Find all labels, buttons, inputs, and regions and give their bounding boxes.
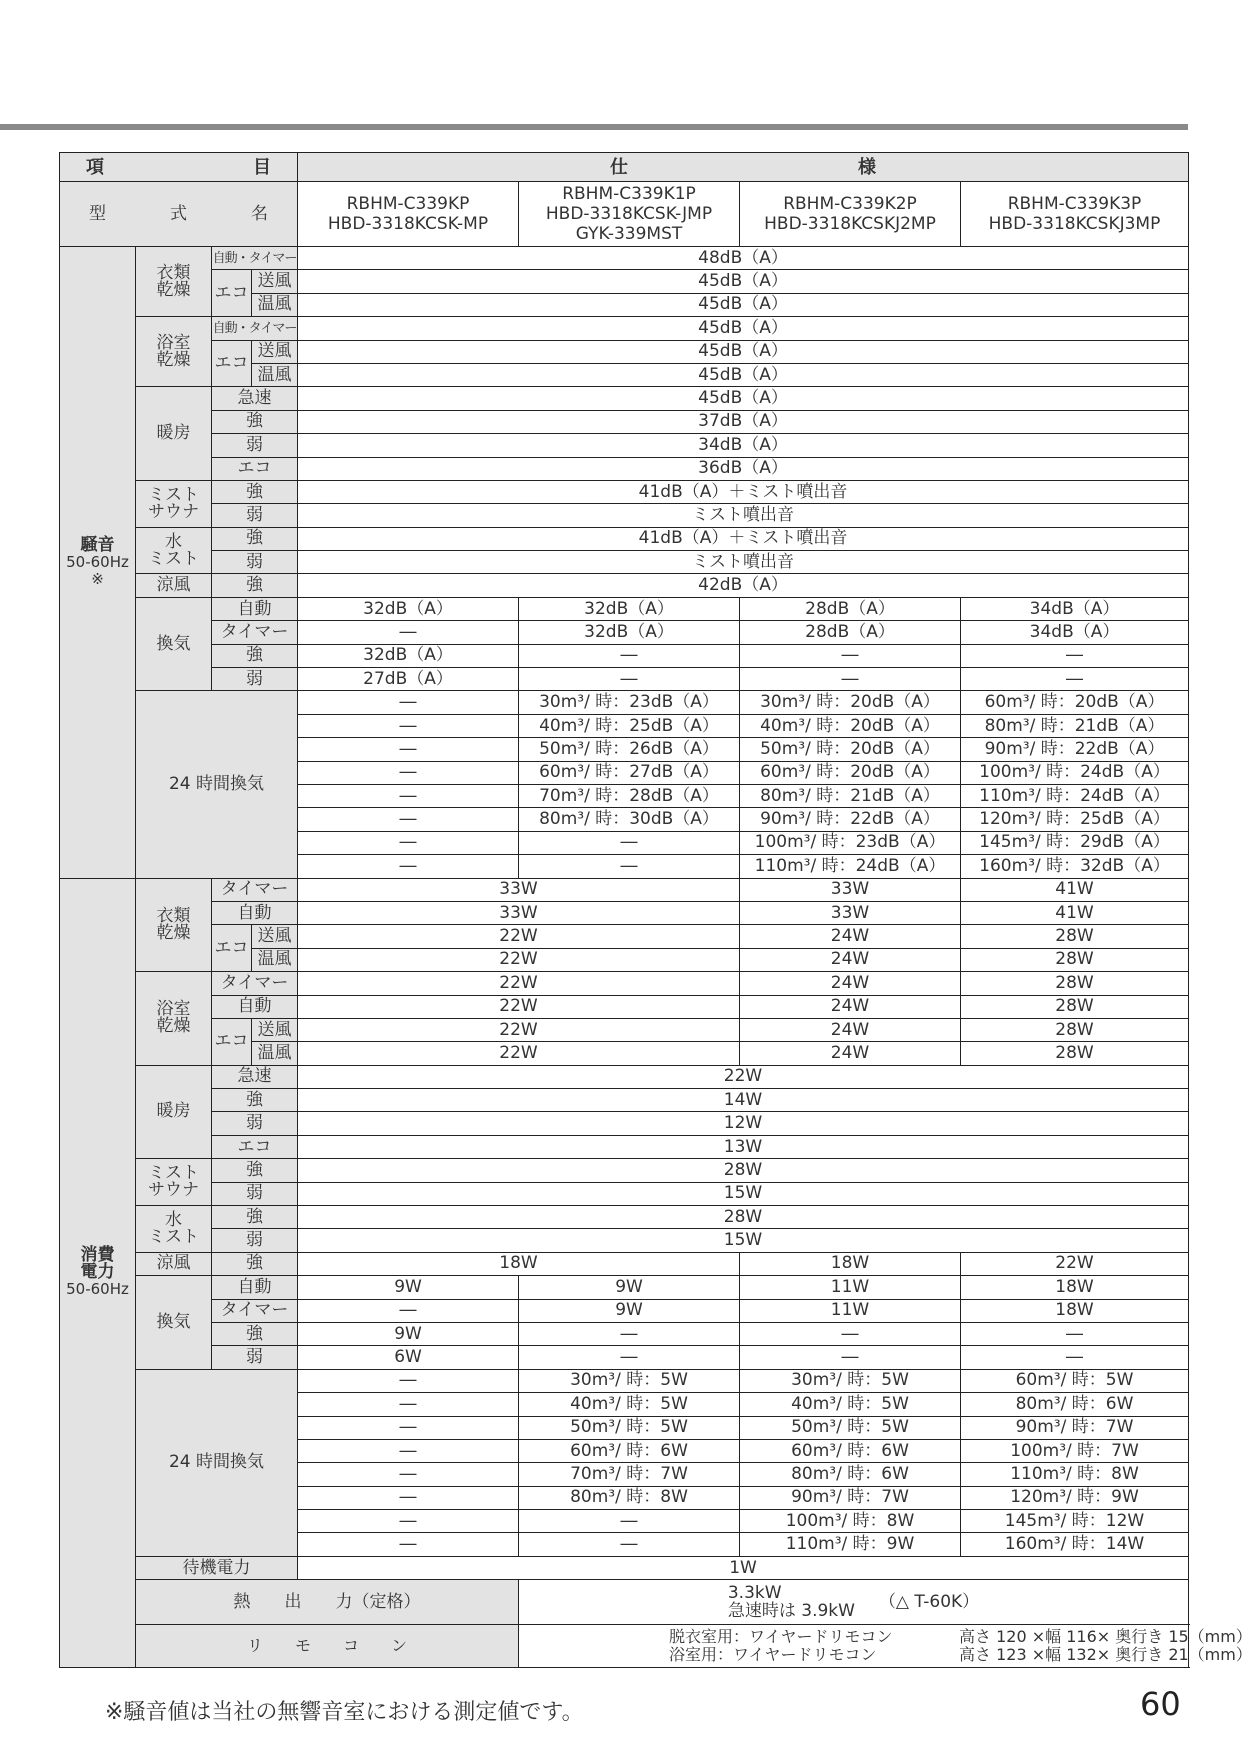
mode-fan: 送風 — [252, 1018, 298, 1041]
mode-label: 弱 — [212, 1112, 298, 1135]
mode-label: 弱 — [212, 1346, 298, 1369]
table-row — [60, 182, 1189, 247]
mode-label: 強 — [212, 574, 298, 597]
mode-fan: 送風 — [252, 270, 298, 293]
table-row — [60, 1229, 1189, 1252]
value: 110m³/ 時：24dB（A） — [740, 855, 961, 878]
value: 33W — [298, 901, 740, 924]
value: ― — [519, 831, 740, 854]
table-row — [60, 972, 1189, 995]
noise-category: 騒音 50-60Hz ※ — [60, 247, 136, 879]
mode-label: タイマー — [212, 878, 298, 901]
table-row — [60, 1580, 1189, 1625]
model-name-3: RBHM-C339K2P HBD-3318KCSKJ2MP — [740, 182, 961, 247]
top-rule — [0, 124, 1188, 130]
value: 28W — [961, 972, 1189, 995]
value: ― — [298, 761, 519, 784]
value: 60m³/ 時：27dB（A） — [519, 761, 740, 784]
table-row — [60, 1112, 1189, 1135]
value: 50m³/ 時：20dB（A） — [740, 738, 961, 761]
value: 22W — [298, 925, 740, 948]
table-row — [60, 527, 1189, 550]
mode-fan: 送風 — [252, 340, 298, 363]
value: 24W — [740, 972, 961, 995]
value: 34dB（A） — [298, 434, 1189, 457]
value: 28dB（A） — [740, 597, 961, 620]
value: 22W — [298, 1042, 740, 1065]
value: 145m³/ 時：29dB（A） — [961, 831, 1189, 854]
value: ― — [298, 1486, 519, 1509]
table-row — [60, 901, 1189, 924]
mode-label: 強 — [212, 527, 298, 550]
mode-label: タイマー — [212, 972, 298, 995]
value: ― — [961, 1346, 1189, 1369]
heat-output-label: 熱 出 力（定格） — [136, 1580, 519, 1625]
value: ― — [298, 1416, 519, 1439]
noise-24h-vent: 24 時間換気 — [136, 691, 298, 878]
value: 80m³/ 時：6W — [740, 1463, 961, 1486]
value: 28W — [298, 1206, 1189, 1229]
value: 22W — [298, 1018, 740, 1041]
value: 100m³/ 時：23dB（A） — [740, 831, 961, 854]
mode-label: 弱 — [212, 434, 298, 457]
value: 90m³/ 時：22dB（A） — [961, 738, 1189, 761]
value: ― — [961, 644, 1189, 667]
value: ― — [298, 1463, 519, 1486]
mode-label: 強 — [212, 1252, 298, 1275]
value: 70m³/ 時：28dB（A） — [519, 784, 740, 807]
table-row — [60, 878, 1189, 901]
value: 28W — [298, 1159, 1189, 1182]
value: 18W — [298, 1252, 740, 1275]
power-24h-vent: 24 時間換気 — [136, 1369, 298, 1556]
value: 80m³/ 時：6W — [961, 1393, 1189, 1416]
table-row — [60, 1625, 1189, 1668]
value: 9W — [519, 1276, 740, 1299]
value: 50m³/ 時：26dB（A） — [519, 738, 740, 761]
power-cool: 涼風 — [136, 1252, 212, 1275]
mode-label: 強 — [212, 1159, 298, 1182]
table-row — [60, 317, 1189, 340]
noise-mist-sauna: ミスト サウナ — [136, 480, 212, 527]
value: 145m³/ 時：12W — [961, 1510, 1189, 1533]
value: 41W — [961, 878, 1189, 901]
value: 34dB（A） — [961, 597, 1189, 620]
mode-label: 強 — [212, 1322, 298, 1345]
table-row — [60, 1252, 1189, 1275]
model-label: 型 式 名 — [60, 182, 298, 247]
value: ― — [519, 644, 740, 667]
table-row — [60, 668, 1189, 691]
value: 24W — [740, 995, 961, 1018]
remote-label: リ モ コ ン — [136, 1625, 519, 1668]
spec-table — [59, 152, 1252, 1668]
value: 60m³/ 時：20dB（A） — [740, 761, 961, 784]
value: ― — [519, 1533, 740, 1556]
value: 100m³/ 時：24dB（A） — [961, 761, 1189, 784]
value: 45dB（A） — [298, 363, 1189, 386]
mode-warm: 温風 — [252, 948, 298, 971]
table-row — [60, 691, 1189, 714]
value: 120m³/ 時：25dB（A） — [961, 808, 1189, 831]
value: 28W — [961, 1042, 1189, 1065]
value: 34dB（A） — [961, 621, 1189, 644]
value: 45dB（A） — [298, 270, 1189, 293]
value: 22W — [298, 1065, 1189, 1088]
table-row — [60, 1299, 1189, 1322]
value: 80m³/ 時：8W — [519, 1486, 740, 1509]
standby-power-label: 待機電力 — [136, 1556, 298, 1579]
mode-label: エコ — [212, 1135, 298, 1158]
value: 80m³/ 時：30dB（A） — [519, 808, 740, 831]
value: ― — [298, 1299, 519, 1322]
header-spec: 仕 様 — [298, 153, 1189, 182]
noise-heater: 暖房 — [136, 387, 212, 481]
table-row — [60, 1322, 1189, 1345]
value: 36dB（A） — [298, 457, 1189, 480]
noise-water-mist: 水 ミスト — [136, 527, 212, 574]
value: 41W — [961, 901, 1189, 924]
mode-warm: 温風 — [252, 363, 298, 386]
mode-label: 弱 — [212, 1229, 298, 1252]
value: ― — [298, 1439, 519, 1462]
value: 15W — [298, 1182, 1189, 1205]
value: ミスト噴出音 — [298, 504, 1189, 527]
mode-label: 強 — [212, 480, 298, 503]
table-row — [60, 1346, 1189, 1369]
mode-warm: 温風 — [252, 1042, 298, 1065]
value: 45dB（A） — [298, 340, 1189, 363]
mode-label: 自動 — [212, 901, 298, 924]
table-row — [60, 1182, 1189, 1205]
noise-clothes-dry: 衣類 乾燥 — [136, 247, 212, 317]
value: ― — [740, 1346, 961, 1369]
table-row — [60, 1065, 1189, 1088]
remote-value: 脱衣室用：ワイヤードリモコン 高さ 120 ×幅 116× 奥行き 15（mm） 浴室用：ワイヤードリモコン 高さ 123 ×幅 132× 奥行き 21（mm） — [519, 1625, 1189, 1668]
value: 27dB（A） — [298, 668, 519, 691]
value: 41dB（A）＋ミスト噴出音 — [298, 480, 1189, 503]
value: 40m³/ 時：5W — [519, 1393, 740, 1416]
table-row — [60, 1276, 1189, 1299]
value: 22W — [961, 1252, 1189, 1275]
value: 28W — [961, 948, 1189, 971]
noise-vent: 換気 — [136, 597, 212, 691]
table-row — [60, 574, 1189, 597]
mode-label: 弱 — [212, 551, 298, 574]
value: 24W — [740, 925, 961, 948]
table-row — [60, 1089, 1189, 1112]
value: 28dB（A） — [740, 621, 961, 644]
value: 45dB（A） — [298, 317, 1189, 340]
mode-label: 強 — [212, 410, 298, 433]
value: ― — [961, 1322, 1189, 1345]
value: 110m³/ 時：24dB（A） — [961, 784, 1189, 807]
mode-label: 急速 — [212, 387, 298, 410]
value: 45dB（A） — [298, 387, 1189, 410]
table-row — [60, 504, 1189, 527]
mode-label: 自動・タイマー — [212, 317, 298, 340]
value: ― — [298, 691, 519, 714]
mode-label: 自動 — [212, 995, 298, 1018]
table-row — [60, 270, 1189, 293]
mode-label: 自動・タイマー — [212, 247, 298, 270]
value: 28W — [961, 1018, 1189, 1041]
value: 40m³/ 時：25dB（A） — [519, 714, 740, 737]
power-water-mist: 水 ミスト — [136, 1206, 212, 1253]
value: 30m³/ 時：23dB（A） — [519, 691, 740, 714]
value: ― — [740, 644, 961, 667]
value: 41dB（A）＋ミスト噴出音 — [298, 527, 1189, 550]
value: 15W — [298, 1229, 1189, 1252]
table-row — [60, 247, 1189, 270]
value: 42dB（A） — [298, 574, 1189, 597]
value: 30m³/ 時：5W — [519, 1369, 740, 1392]
value: 22W — [298, 972, 740, 995]
value: 100m³/ 時：7W — [961, 1439, 1189, 1462]
value: 33W — [740, 878, 961, 901]
value: ― — [519, 1346, 740, 1369]
value: 80m³/ 時：21dB（A） — [740, 784, 961, 807]
value: 28W — [961, 995, 1189, 1018]
model-name-4: RBHM-C339K3P HBD-3318KCSKJ3MP — [961, 182, 1189, 247]
value: 45dB（A） — [298, 293, 1189, 316]
value: 22W — [298, 995, 740, 1018]
mode-label: 急速 — [212, 1065, 298, 1088]
table-row — [60, 1135, 1189, 1158]
value: 32dB（A） — [298, 597, 519, 620]
value: 30m³/ 時：20dB（A） — [740, 691, 961, 714]
value: 40m³/ 時：20dB（A） — [740, 714, 961, 737]
table-row — [60, 644, 1189, 667]
value: 50m³/ 時：5W — [519, 1416, 740, 1439]
value: 160m³/ 時：32dB（A） — [961, 855, 1189, 878]
value: 90m³/ 時：22dB（A） — [740, 808, 961, 831]
mode-label: 強 — [212, 1089, 298, 1112]
table-row — [60, 480, 1189, 503]
mode-label: タイマー — [212, 621, 298, 644]
value: ― — [961, 668, 1189, 691]
value: 14W — [298, 1089, 1189, 1112]
value: 9W — [298, 1322, 519, 1345]
value: ― — [298, 1393, 519, 1416]
value: 90m³/ 時：7W — [740, 1486, 961, 1509]
model-name-2: RBHM-C339K1P HBD-3318KCSK-JMP GYK-339MST — [519, 182, 740, 247]
value: 30m³/ 時：5W — [740, 1369, 961, 1392]
value: 28W — [961, 925, 1189, 948]
table-row — [60, 457, 1189, 480]
value: 33W — [740, 901, 961, 924]
value: 24W — [740, 948, 961, 971]
value: 9W — [519, 1299, 740, 1322]
value: 32dB（A） — [519, 597, 740, 620]
value: 48dB（A） — [298, 247, 1189, 270]
table-row — [60, 995, 1189, 1018]
value: 80m³/ 時：21dB（A） — [961, 714, 1189, 737]
table-row — [60, 925, 1189, 948]
value: 50m³/ 時：5W — [740, 1416, 961, 1439]
mode-label: 弱 — [212, 668, 298, 691]
table-row — [60, 410, 1189, 433]
value: 60m³/ 時：5W — [961, 1369, 1189, 1392]
value: ― — [298, 808, 519, 831]
table-row — [60, 153, 1189, 182]
value: 110m³/ 時：9W — [740, 1533, 961, 1556]
value: 6W — [298, 1346, 519, 1369]
value: 40m³/ 時：5W — [740, 1393, 961, 1416]
value: ― — [519, 668, 740, 691]
value: ― — [519, 1510, 740, 1533]
value: 11W — [740, 1299, 961, 1322]
value: 18W — [961, 1276, 1189, 1299]
table-row — [60, 1206, 1189, 1229]
power-clothes-dry: 衣類 乾燥 — [136, 878, 212, 972]
mode-eco: エコ — [212, 925, 252, 972]
noise-cool: 涼風 — [136, 574, 212, 597]
value: 90m³/ 時：7W — [961, 1416, 1189, 1439]
value: ― — [298, 831, 519, 854]
power-heater: 暖房 — [136, 1065, 212, 1159]
value: ― — [740, 1322, 961, 1345]
table-row — [60, 1018, 1189, 1041]
value: 24W — [740, 1042, 961, 1065]
power-vent: 換気 — [136, 1276, 212, 1370]
value: 24W — [740, 1018, 961, 1041]
value: 120m³/ 時：9W — [961, 1486, 1189, 1509]
value: ― — [298, 738, 519, 761]
mode-label: 弱 — [212, 504, 298, 527]
value: ― — [298, 714, 519, 737]
value: 37dB（A） — [298, 410, 1189, 433]
value: 12W — [298, 1112, 1189, 1135]
mode-label: 自動 — [212, 597, 298, 620]
value: ミスト噴出音 — [298, 551, 1189, 574]
value: 160m³/ 時：14W — [961, 1533, 1189, 1556]
table-row — [60, 621, 1189, 644]
mode-label: 強 — [212, 1206, 298, 1229]
table-row — [60, 387, 1189, 410]
table-row — [60, 1159, 1189, 1182]
table-row — [60, 597, 1189, 620]
mode-label: エコ — [212, 457, 298, 480]
model-name-1: RBHM-C339KP HBD-3318KCSK-MP — [298, 182, 519, 247]
noise-bath-dry: 浴室 乾燥 — [136, 317, 212, 387]
footnote: ※騒音値は当社の無響音室における測定値です。 — [105, 1700, 584, 1725]
value: 32dB（A） — [519, 621, 740, 644]
power-category: 消費 電力 50-60Hz — [60, 878, 136, 1668]
value: 18W — [961, 1299, 1189, 1322]
mode-eco: エコ — [212, 340, 252, 387]
value: ― — [298, 1510, 519, 1533]
mode-warm: 温風 — [252, 293, 298, 316]
heat-output-value: 3.3kW 急速時は 3.9kW （△ T-60K） — [519, 1580, 1189, 1625]
page-number: 60 — [1140, 1685, 1181, 1723]
value: 11W — [740, 1276, 961, 1299]
value: 18W — [740, 1252, 961, 1275]
value: ― — [519, 1322, 740, 1345]
value: ― — [298, 1533, 519, 1556]
value: 70m³/ 時：7W — [519, 1463, 740, 1486]
value: ― — [298, 855, 519, 878]
table-row — [60, 340, 1189, 363]
table-row — [60, 1369, 1189, 1392]
power-bath-dry: 浴室 乾燥 — [136, 972, 212, 1066]
value: ― — [740, 668, 961, 691]
mode-label: タイマー — [212, 1299, 298, 1322]
value: 33W — [298, 878, 740, 901]
power-mist-sauna: ミスト サウナ — [136, 1159, 212, 1206]
value: ― — [298, 621, 519, 644]
header-item: 項 目 — [60, 153, 298, 182]
value: 22W — [298, 948, 740, 971]
table-row — [60, 434, 1189, 457]
table-row — [60, 1556, 1189, 1579]
mode-eco: エコ — [212, 1018, 252, 1065]
value: 110m³/ 時：8W — [961, 1463, 1189, 1486]
table-row — [60, 551, 1189, 574]
mode-fan: 送風 — [252, 925, 298, 948]
value: 32dB（A） — [298, 644, 519, 667]
value: 1W — [298, 1556, 1189, 1579]
mode-eco: エコ — [212, 270, 252, 317]
value: ― — [519, 855, 740, 878]
value: 13W — [298, 1135, 1189, 1158]
value: 9W — [298, 1276, 519, 1299]
mode-label: 弱 — [212, 1182, 298, 1205]
value: 60m³/ 時：6W — [740, 1439, 961, 1462]
value: ― — [298, 784, 519, 807]
mode-label: 自動 — [212, 1276, 298, 1299]
value: ― — [298, 1369, 519, 1392]
mode-label: 強 — [212, 644, 298, 667]
value: 60m³/ 時：20dB（A） — [961, 691, 1189, 714]
value: 100m³/ 時：8W — [740, 1510, 961, 1533]
value: 60m³/ 時：6W — [519, 1439, 740, 1462]
